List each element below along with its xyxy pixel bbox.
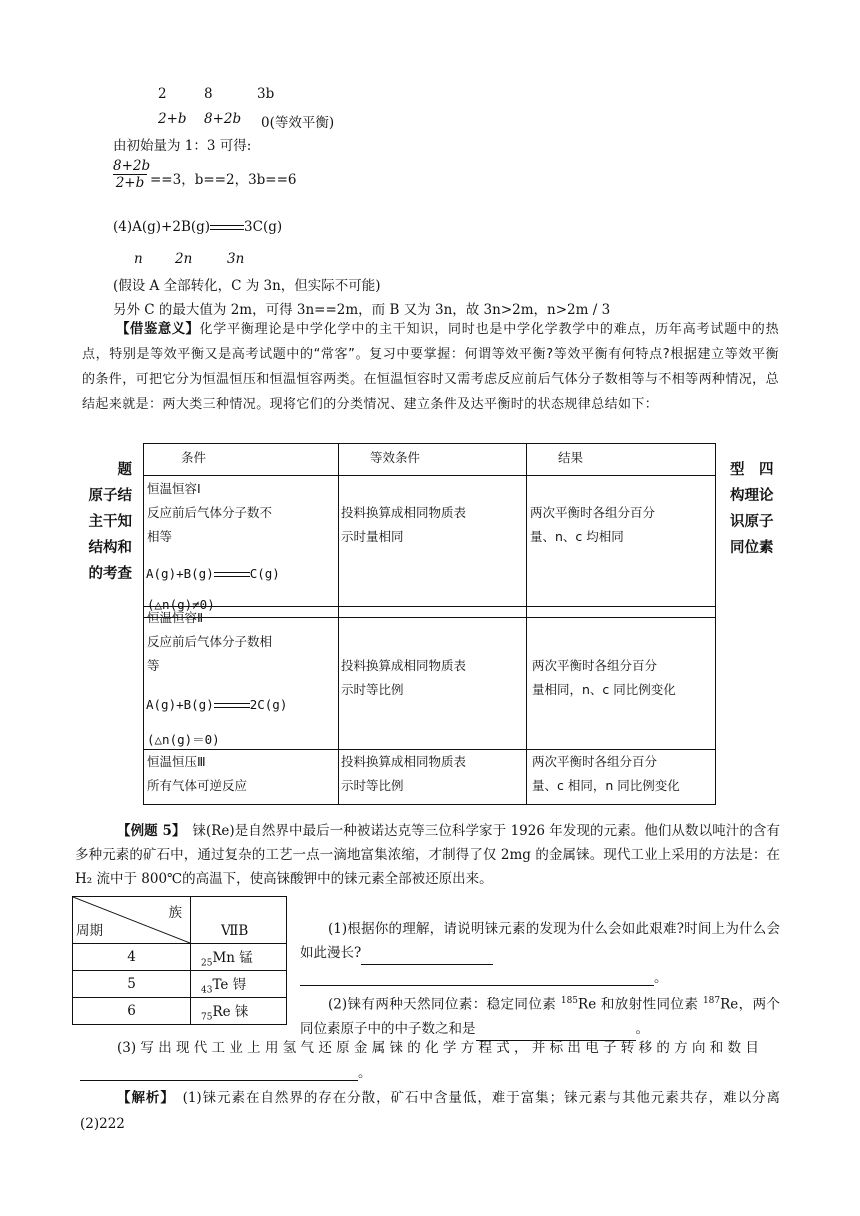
significance-label: 【借鉴意义】: [116, 321, 200, 337]
assume-line: (假设 A 全部转化，C 为 3n，但实际不可能): [113, 278, 381, 294]
analysis-text: (1)铼元素在自然界的存在分散，矿石中含量低，难于富集；铼元素与其他元素共存，难以分离 (2)222: [80, 1090, 794, 1132]
row1-condition: [147, 477, 272, 549]
question-1-text: (1)根据你的理解，请说明铼元素的发现为什么会如此艰难?时间上为什么会如此漫长?: [300, 921, 780, 961]
element-table-grid: [72, 896, 287, 1025]
question-2: [300, 989, 780, 1041]
row1-result-line: 两次平衡时各组分百分: [530, 505, 656, 520]
side-left-2: 原子结: [88, 488, 132, 504]
header-condition: 条件: [181, 450, 207, 465]
period-mark: 。: [635, 1020, 649, 1037]
answer-blank-1a[interactable]: [361, 948, 493, 965]
analysis-label: 【解析】: [117, 1090, 169, 1106]
equation-4: [113, 219, 282, 235]
row1-equivalent: [341, 501, 466, 549]
row2-equivalent-line: 示时等比例: [341, 682, 404, 697]
row3-condition-line: 恒温恒压Ⅲ: [147, 754, 206, 769]
fraction: [113, 158, 151, 192]
row3-equivalent-line: 示时等比例: [341, 778, 404, 793]
header-result: 结果: [558, 450, 584, 465]
header-group: ⅦB: [191, 897, 287, 944]
significance-text: 化学平衡理论是中学化学中的主干知识，同时也是中学化学教学中的难点，历年高考试题中的热点，特别是等效平衡又是高考试题中的“常客”。复习中要掌握：何谓等效平衡?等效平衡有何特点?根据建立等效平衡的条件，可把它分为恒温恒压和恒温恒容两类。在恒温恒容时又需考虑反应前后气体分子数相等与不相等两种情况，总结起来就是：两大类三种情况。现将它们的分类情况、建立条件及达平衡时的状态规律总结如下：: [82, 322, 779, 412]
question-3: [80, 1036, 780, 1060]
row2-result-line: 两次平衡时各组分百分: [532, 658, 658, 673]
row1-condition-line: 相等: [147, 529, 173, 544]
row2-b: 8+2b: [204, 111, 242, 127]
row1-equivalent-line: 示时量相同: [341, 529, 404, 544]
period-mark: 。: [654, 970, 668, 986]
row2-result: [532, 654, 676, 702]
period-cell: 5: [73, 971, 191, 998]
row1-equation-left: A(g)+B(g): [146, 566, 214, 581]
analysis-paragraph: [80, 1085, 794, 1137]
element-symbol: Te 锝: [212, 976, 247, 993]
row3-result-line: 量、c 相同，n 同比例变化: [532, 778, 680, 793]
row2-result-line: 量相同，n、c 同比例变化: [532, 682, 676, 697]
other-line: 另外 C 的最大值为 2m，可得 3n==2m，而 B 又为 3n，故 3n>2m，n>2m / 3: [113, 302, 611, 318]
table-header-cell: [143, 443, 339, 476]
row1-delta: (△n(g)≠0): [147, 597, 215, 612]
answer-blank-1b[interactable]: [300, 969, 654, 986]
row2-condition: [147, 606, 272, 678]
example5-label: 【例题 5】: [117, 823, 179, 839]
row3-condition-line: 所有气体可逆反应: [147, 778, 248, 793]
side-left-3: 主干知: [88, 514, 132, 530]
row2-condition-line: 恒温恒容Ⅱ: [147, 610, 204, 625]
period-cell: 6: [73, 998, 191, 1025]
element-cell: [191, 971, 287, 998]
eq4-val-b: 2n: [175, 251, 193, 267]
table-header-cell: [526, 443, 716, 476]
table-header-cell: [338, 443, 527, 476]
question-1-continue: [300, 966, 668, 986]
fraction-denominator: 2+b: [115, 175, 145, 191]
table-corner-cell: [73, 897, 191, 944]
row1-b: 8: [204, 86, 213, 102]
initial-ratio-line: 由初始量为 1：3 可得:: [113, 138, 252, 154]
header-zu: 族: [168, 905, 182, 921]
period-mark: 。: [358, 1065, 372, 1081]
row3-result: [532, 750, 680, 798]
row2-equation-left: A(g)+B(g): [146, 697, 214, 712]
element-cell: [191, 998, 287, 1025]
equilibrium-arrow-icon: [210, 224, 244, 232]
side-right-2: 构理论: [730, 488, 774, 504]
fraction-numerator: 8+2b: [113, 158, 151, 174]
question-2-text-a: (2)铼有两种天然同位素：稳定同位素: [328, 996, 557, 1013]
equilibrium-arrow-icon: [214, 571, 250, 579]
row3-equivalent: [341, 750, 466, 798]
atomic-number: 75: [201, 1012, 213, 1023]
row3-equivalent-line: 投料换算成相同物质表: [341, 754, 467, 769]
side-left-5: 的考查: [88, 566, 132, 582]
row2-equivalent-line: 投料换算成相同物质表: [341, 658, 467, 673]
question-3-continue: [80, 1061, 372, 1081]
element-table: [72, 896, 287, 1023]
element-cell: [191, 944, 287, 971]
element-symbol: Re 铼: [212, 1003, 249, 1020]
side-left-4: 结构和: [88, 540, 132, 556]
significance-paragraph: [82, 317, 779, 417]
question-2-text-b: Re 和放射性同位素: [578, 996, 699, 1013]
row2-equation: [146, 697, 287, 712]
row3-result-line: 两次平衡时各组分百分: [532, 754, 658, 769]
side-right-4: 同位素: [730, 540, 774, 556]
header-period: 周期: [76, 923, 103, 939]
eq4-val-a: n: [134, 251, 143, 267]
row1-condition-line: 恒温恒容Ⅰ: [147, 481, 201, 496]
element-symbol: Mn 锰: [212, 949, 253, 966]
row2-condition-line: 反应前后气体分子数相: [147, 634, 273, 649]
equilibrium-arrow-icon: [214, 702, 250, 710]
eq4-val-c: 3n: [227, 251, 245, 267]
side-text-right: [730, 457, 782, 561]
question-3-text: (3) 写 出 现 代 工 业 上 用 氢 气 还 原 金 属 铼 的 化 学 方 程 式 ， 并 标 出 电 子 转 移 的 方 向 和 数 目: [117, 1040, 759, 1056]
row2-a: 2+b: [158, 111, 187, 127]
answer-blank-3[interactable]: [80, 1064, 358, 1081]
mass-number-185: 185: [560, 996, 579, 1006]
row2-c: 0(等效平衡): [261, 115, 335, 131]
equation-4-left: (4)A(g)+2B(g): [113, 219, 211, 235]
fraction-result: ==3，b==2，3b==6: [150, 172, 297, 188]
row3-condition: [147, 750, 247, 798]
side-right-3: 识原子: [730, 514, 774, 530]
row2-equation-right: 2C(g): [249, 697, 288, 712]
row1-equation-right: C(g): [249, 566, 280, 581]
example5-paragraph: [75, 819, 780, 891]
row1-condition-line: 反应前后气体分子数不: [147, 505, 273, 520]
row1-a: 2: [158, 86, 167, 102]
row1-c: 3b: [257, 86, 275, 102]
row1-result: [530, 501, 655, 549]
mass-number-187: 187: [702, 996, 721, 1006]
equation-4-right: 3C(g): [244, 219, 283, 235]
atomic-number: 25: [201, 958, 213, 969]
row2-equivalent: [341, 654, 466, 702]
side-text-left: [82, 457, 132, 587]
question-1: [300, 917, 780, 965]
side-right-1: 型 四: [730, 462, 774, 478]
row1-equivalent-line: 投料换算成相同物质表: [341, 505, 467, 520]
row2-delta: (△n(g)＝0): [147, 732, 220, 747]
side-left-1: 题: [117, 462, 132, 478]
row1-equation: [146, 566, 280, 581]
question-2-text-c: Re，两个同位素原子中的中子数之和是: [300, 996, 780, 1037]
example5-text: 铼(Re)是自然界中最后一种被诺达克等三位科学家于 1926 年发现的元素。他们从数以吨汁的含有多种元素的矿石中，通过复杂的工艺一点一滴地富集浓缩，才制得了仅 2mg 的金属铼。现代工业上采用的方法是：在 H₂ 流中于 800℃的高温下，使高铼酸钾中的铼元素全部被还原出来。: [75, 823, 780, 887]
row1-result-line: 量、n、c 均相同: [530, 529, 624, 544]
header-equivalent-condition: 等效条件: [370, 450, 421, 465]
atomic-number: 43: [201, 985, 213, 996]
period-cell: 4: [73, 944, 191, 971]
row2-condition-line: 等: [147, 658, 160, 673]
